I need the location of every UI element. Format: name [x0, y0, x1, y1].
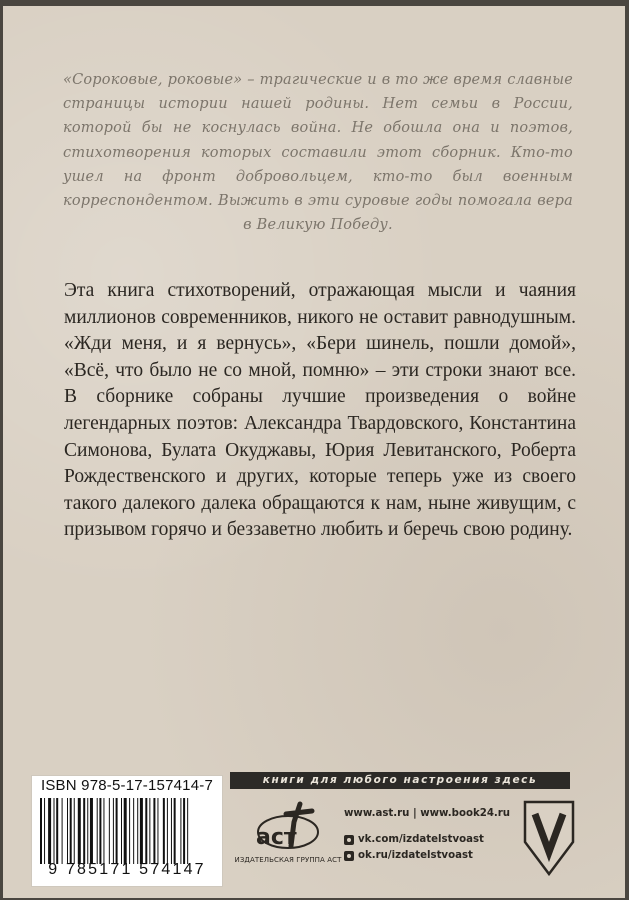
book-back-cover: [3, 6, 625, 898]
publisher-label: ИЗДАТЕЛЬСКАЯ ГРУППА АСТ: [234, 856, 342, 864]
v-rating-icon: [523, 800, 575, 876]
social-ok: [344, 850, 473, 861]
isbn-label: ISBN 978-5-17-157414-7: [40, 777, 213, 794]
vk-icon: [344, 835, 354, 845]
tagline-banner: книги для любого настроения здесь: [230, 772, 570, 789]
ok-icon: [344, 851, 354, 861]
barcode-block: [31, 775, 223, 887]
social-ok-label: ok.ru/izdatelstvoast: [358, 850, 473, 861]
ast-logo-icon: [238, 796, 338, 858]
social-vk: [344, 834, 484, 845]
social-vk-label: vk.com/izdatelstvoast: [358, 834, 484, 845]
epigraph-text: «Сороковые, роковые» – трагические и в то же время славные страницы истории нашей родины. Нет семьи в России, которой бы не коснулась война. Не обошла она и поэтов, стихотворения которых составили этот сборник. Кто-то ушел на фронт добровольцем, кто-то был военным корреспондентом. Выжить в эти суровые годы помогала вера в Великую Победу.: [63, 72, 573, 234]
description-text: Эта книга стихотворений, отражающая мысли и чаяния миллионов современников, никого не оставит равнодушным. «Жди меня, и я вернусь», «Бери шинель, пошли домой», «Всё, что было не со мной, помню» – эти строки знают все. В сборнике собраны лучшие произведения о войне легендарных поэтов: Александра Твардовского, Константина Симонова, Булата Окуджавы, Юрия Левитанского, Роберта Рождественского и других, которые теперь уже из своего такого далекого далека обращаются к нам, ныне живущим, с призывом горячо и беззаветно любить и беречь свою родину.: [64, 280, 576, 541]
websites-text: www.ast.ru | www.book24.ru: [344, 808, 511, 819]
barcode-icon: [40, 798, 214, 864]
barcode-digits: 9 785171 574147: [48, 861, 206, 878]
logo-text: аст: [256, 825, 297, 850]
